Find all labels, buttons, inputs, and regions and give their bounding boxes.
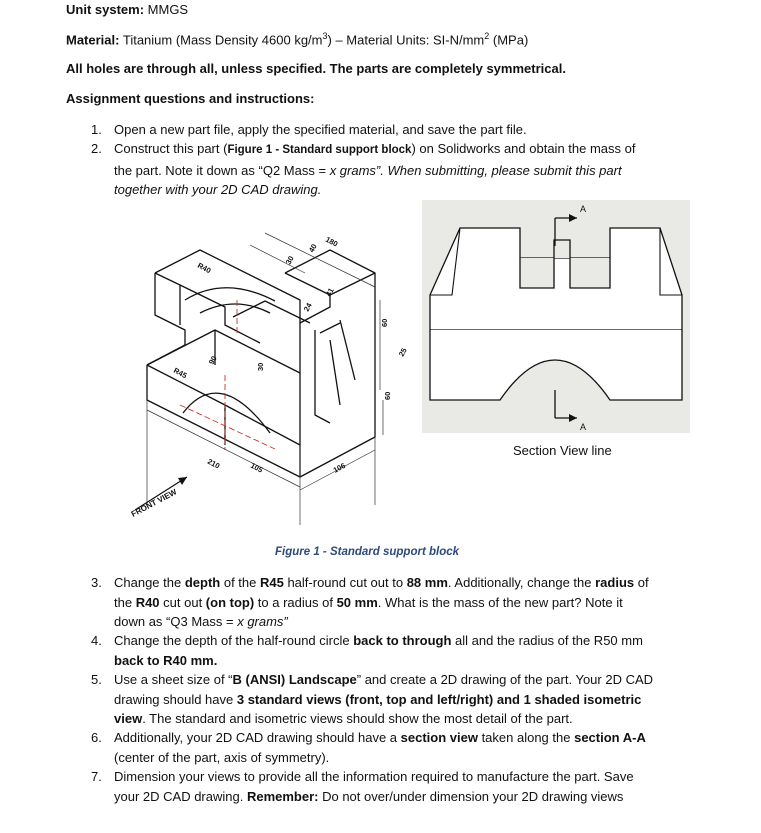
dim-106: 106 [331,460,347,475]
dim-60a: 60 [380,318,389,327]
dim-r40: R40 [196,260,213,276]
section-view-panel [422,200,690,433]
material-line: Material: Titanium (Mass Density 4600 $kg/m^3$) – Material Units: $SI-N/mm^2$ (MPa) [66,31,529,48]
dim-60b: 60 [383,391,392,400]
figure-caption: Figure 1 - Standard support block [275,546,460,558]
question-3: 3. Change the depth of the R45 half-round cut out to 88 mm. Additionally, change the radius of the R40 cut out (on top) to a radius of 50 mm. What is the mass of the new part? Note it down as “Q3 Mass = x grams” [91,575,649,629]
section-view-label: Section View line [513,443,612,458]
question-1: 1. Open a new part file, apply the specified material, and save the part file. [91,122,527,137]
unit-system: Unit system: MMGS [66,2,189,17]
r45-arc [183,393,270,433]
base-front-edge [147,362,300,477]
dim-30b: 30 [256,362,265,371]
question-2: 2. Construct this part (Figure 1 - Standard support block) on Solidworks and obtain the mass of the part. Note it down as “Q2 Mass = x grams”. When submitting, please submit this part together with your 2D CAD drawing. [91,141,636,197]
dim-24: 24 [301,301,314,313]
dim-40: 40 [306,242,319,254]
dim-r45: R45 [172,365,189,381]
dim-210: 210 [206,456,222,471]
right-block-top [285,273,330,323]
dim-90: 90 [206,354,219,366]
dim-105: 105 [249,460,265,475]
dim-30a: 30 [283,254,296,266]
assignment-heading: Assignment questions and instructions: [66,91,315,106]
dim-25: 25 [396,346,409,358]
front-view-label: FRONT VIEW [129,487,179,519]
question-6: 6. Additionally, your 2D CAD drawing should have a section view taken along the section A-A (center of the part, axis of symmetry). [91,730,646,765]
question-7: 7. Dimension your views to provide all the information required to manufacture the part. Save your 2D CAD drawing. Remember: Do not over/under dimension your 2D drawing views [91,769,634,804]
left-block-top [155,250,300,323]
section-letter-bottom: A [580,422,587,432]
holes-note: All holes are through all, unless specified. The parts are completely symmetrical. [66,61,566,76]
dim-180: 180 [324,234,340,249]
question-4: 4. Change the depth of the half-round circle back to through all and the radius of the R50 mm back to R40 mm. [91,633,643,668]
isometric-drawing [125,205,420,525]
dim-41: 41 [323,286,336,298]
question-5: 5. Use a sheet size of “B (ANSI) Landscape” and create a 2D drawing of the part. Your 2D CAD drawing should have 3 standard views (front, top and left/right) and 1 shaded isometric view. The standard and isometric views should show the most detail of the part. [91,672,654,726]
section-letter-top: A [580,204,587,214]
